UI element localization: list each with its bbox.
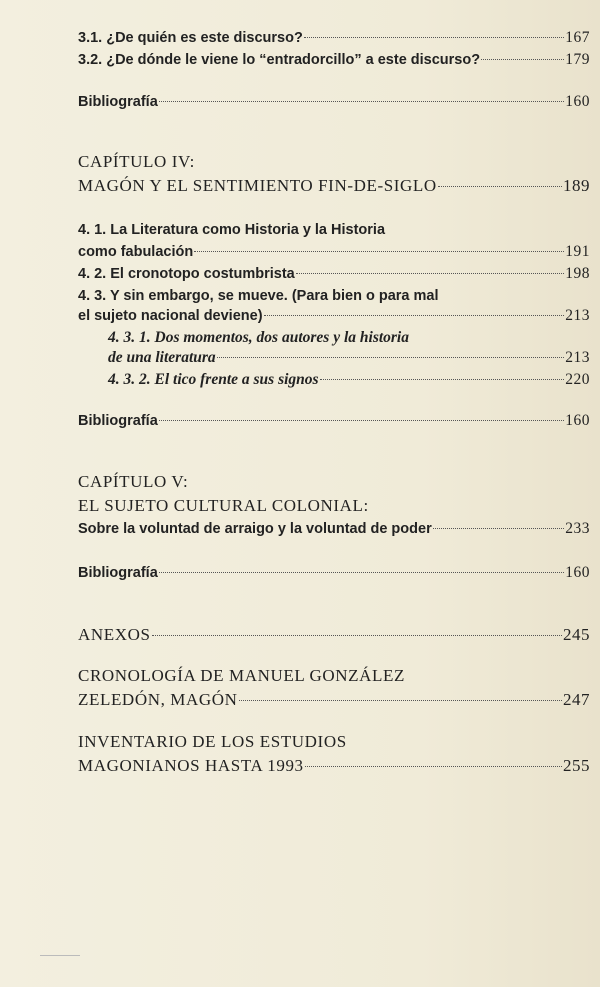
dot-leader — [305, 766, 562, 767]
chapter-v-title: EL SUJETO CULTURAL COLONIAL: — [78, 496, 369, 515]
dot-leader — [296, 273, 565, 274]
toc-entry-title: 4. 3. 2. El tico frente a sus signos — [108, 371, 319, 388]
toc-entry-4-3-line1: 4. 3. Y sin embargo, se mueve. (Para bien o para mal — [78, 288, 439, 304]
toc-entry-title: 3.1. ¿De quién es este discurso? — [78, 30, 303, 46]
dot-leader — [320, 379, 565, 380]
toc-entry-title: MAGONIANOS HASTA 1993 — [78, 756, 304, 775]
toc-entry-chapter-iv — [78, 176, 590, 196]
dot-leader — [433, 528, 565, 529]
dot-leader — [481, 59, 564, 60]
toc-entry-page: 191 — [565, 243, 590, 260]
toc-entry-page: 213 — [565, 349, 590, 366]
toc-entry-title: 3.2. ¿De dónde le viene lo “entradorcillo” a este discurso? — [78, 52, 481, 68]
dot-leader — [264, 315, 565, 316]
toc-entry-title: ZELEDÓN, MAGÓN — [78, 690, 238, 709]
toc-entry-title: ANEXOS — [78, 625, 151, 644]
toc-entry-page: 233 — [565, 520, 590, 537]
toc-entry-page: 255 — [563, 756, 590, 775]
toc-entry-chapter-v — [78, 519, 590, 539]
toc-entry-title: Bibliografía — [78, 94, 158, 110]
toc-entry-page: 220 — [565, 371, 590, 388]
toc-entry-page: 213 — [565, 307, 590, 324]
toc-entry-4-1 — [78, 242, 590, 262]
toc-entry-page: 179 — [565, 51, 590, 68]
toc-entry-title: Bibliografía — [78, 565, 158, 581]
toc-entry-inventario-line1: INVENTARIO DE LOS ESTUDIOS — [78, 732, 347, 751]
dot-leader — [159, 420, 564, 421]
toc-entry-page: 245 — [563, 625, 590, 644]
toc-entry-bibliografia-4 — [78, 411, 590, 431]
toc-entry-title: como fabulación — [78, 244, 194, 260]
toc-entry-title: el sujeto nacional deviene) — [78, 308, 263, 324]
toc-entry-4-3-1 — [108, 348, 590, 368]
chapter-iv-heading: CAPÍTULO IV: — [78, 152, 195, 171]
toc-entry-3-2 — [78, 50, 590, 70]
toc-entry-page: 167 — [565, 29, 590, 46]
toc-entry-title: de una literatura — [108, 349, 216, 366]
toc-entry-cronologia — [78, 690, 590, 710]
dot-leader — [159, 101, 564, 102]
toc-entry-3-1 — [78, 28, 590, 48]
toc-entry-bibliografia-3 — [78, 92, 590, 112]
dot-leader — [217, 357, 565, 358]
toc-entry-title: Sobre la voluntad de arraigo y la voluntad de poder — [78, 521, 432, 537]
toc-entry-page: 160 — [565, 564, 590, 581]
dot-leader — [159, 572, 564, 573]
chapter-v-heading: CAPÍTULO V: — [78, 472, 189, 491]
dot-leader — [152, 635, 562, 636]
toc-entry-page: 160 — [565, 93, 590, 110]
toc-entry-page: 189 — [563, 176, 590, 195]
toc-entry-page: 160 — [565, 412, 590, 429]
toc-entry-page: 247 — [563, 690, 590, 709]
toc-entry-4-1-line1: 4. 1. La Literatura como Historia y la Historia — [78, 222, 386, 238]
dot-leader — [304, 37, 564, 38]
toc-entry-title: Bibliografía — [78, 413, 158, 429]
toc-entry-title: MAGÓN Y EL SENTIMIENTO FIN-DE-SIGLO — [78, 176, 437, 195]
toc-entry-4-2 — [78, 264, 590, 284]
page-mark — [40, 955, 80, 956]
toc-entry-4-3-2 — [108, 370, 590, 390]
toc-entry-bibliografia-5 — [78, 563, 590, 583]
toc-entry-anexos — [78, 625, 590, 645]
dot-leader — [194, 251, 564, 252]
toc-entry-inventario — [78, 756, 590, 776]
toc-entry-4-3 — [78, 306, 590, 326]
toc-entry-4-3-1-line1: 4. 3. 1. Dos momentos, dos autores y la historia — [108, 329, 409, 346]
toc-entry-cronologia-line1: CRONOLOGÍA DE MANUEL GONZÁLEZ — [78, 666, 405, 685]
dot-leader — [239, 700, 563, 701]
dot-leader — [438, 186, 562, 187]
toc-entry-title: 4. 2. El cronotopo costumbrista — [78, 266, 295, 282]
toc-entry-page: 198 — [565, 265, 590, 282]
